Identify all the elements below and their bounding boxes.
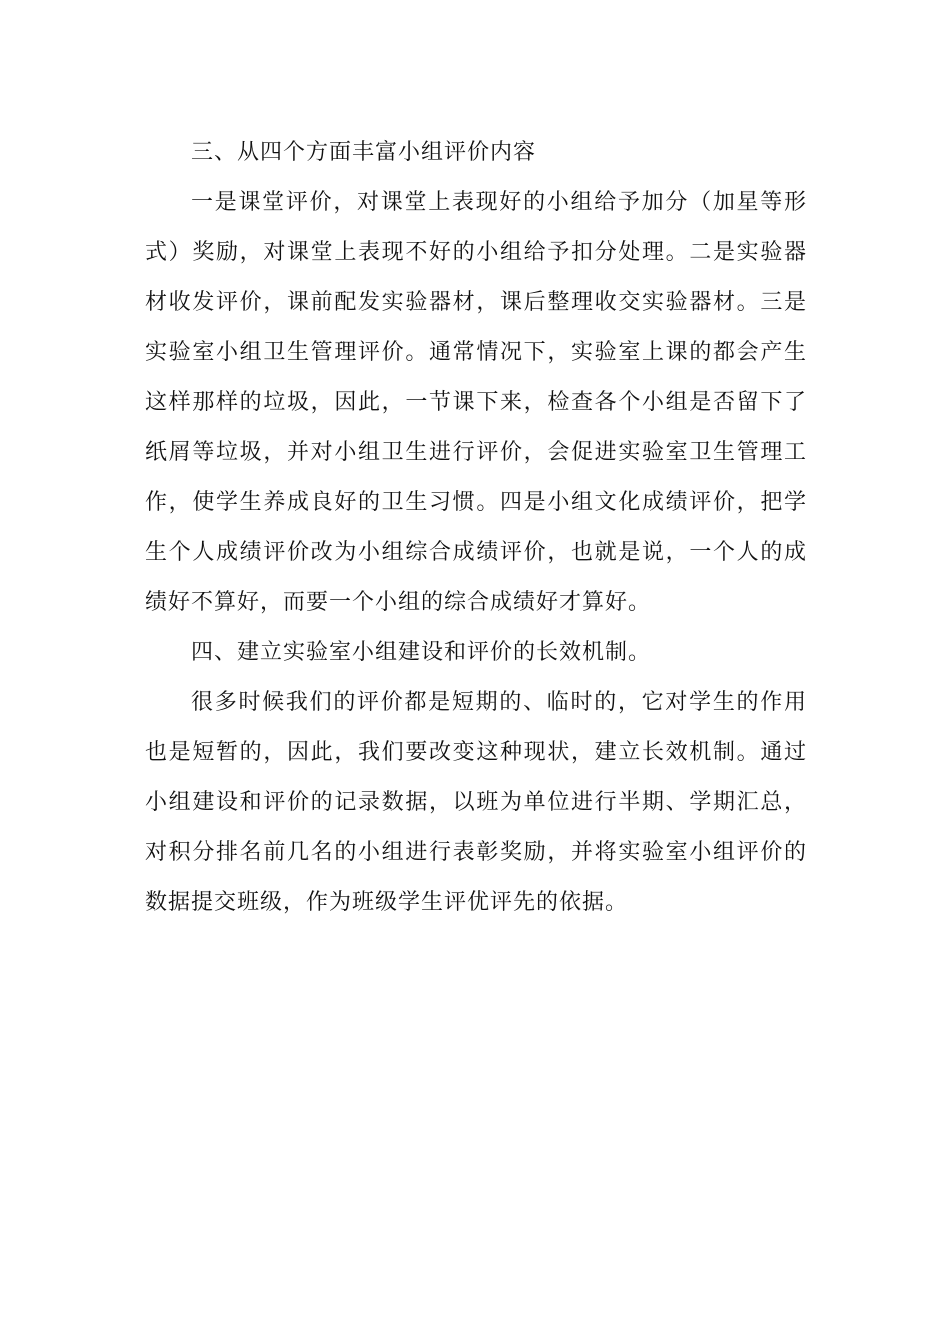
section-heading-3: 三、从四个方面丰富小组评价内容 — [191, 140, 537, 165]
document-body — [145, 128, 807, 928]
section-heading-4: 四、建立实验室小组建设和评价的长效机制。 — [191, 640, 652, 665]
section-paragraph-3: 一是课堂评价，对课堂上表现好的小组给予加分（加星等形式）奖励，对课堂上表现不好的小组给予扣分处理。二是实验器材收发评价，课前配发实验器材，课后整理收交实验器材。三是实验室小组卫生管理评价。通常情况下，实验室上课的都会产生这样那样的垃圾，因此，一节课下来，检查各个小组是否留下了纸屑等垃圾，并对小组卫生进行评价，会促进实验室卫生管理工作，使学生养成良好的卫生习惯。四是小组文化成绩评价，把学生个人成绩评价改为小组综合成绩评价，也就是说，一个人的成绩好不算好，而要一个小组的综合成绩好才算好。 — [145, 190, 807, 615]
section-paragraph-4: 很多时候我们的评价都是短期的、临时的，它对学生的作用也是短暂的，因此，我们要改变这种现状，建立长效机制。通过小组建设和评价的记录数据，以班为单位进行半期、学期汇总，对积分排名前几名的小组进行表彰奖励，并将实验室小组评价的数据提交班级，作为班级学生评优评先的依据。 — [145, 690, 807, 915]
